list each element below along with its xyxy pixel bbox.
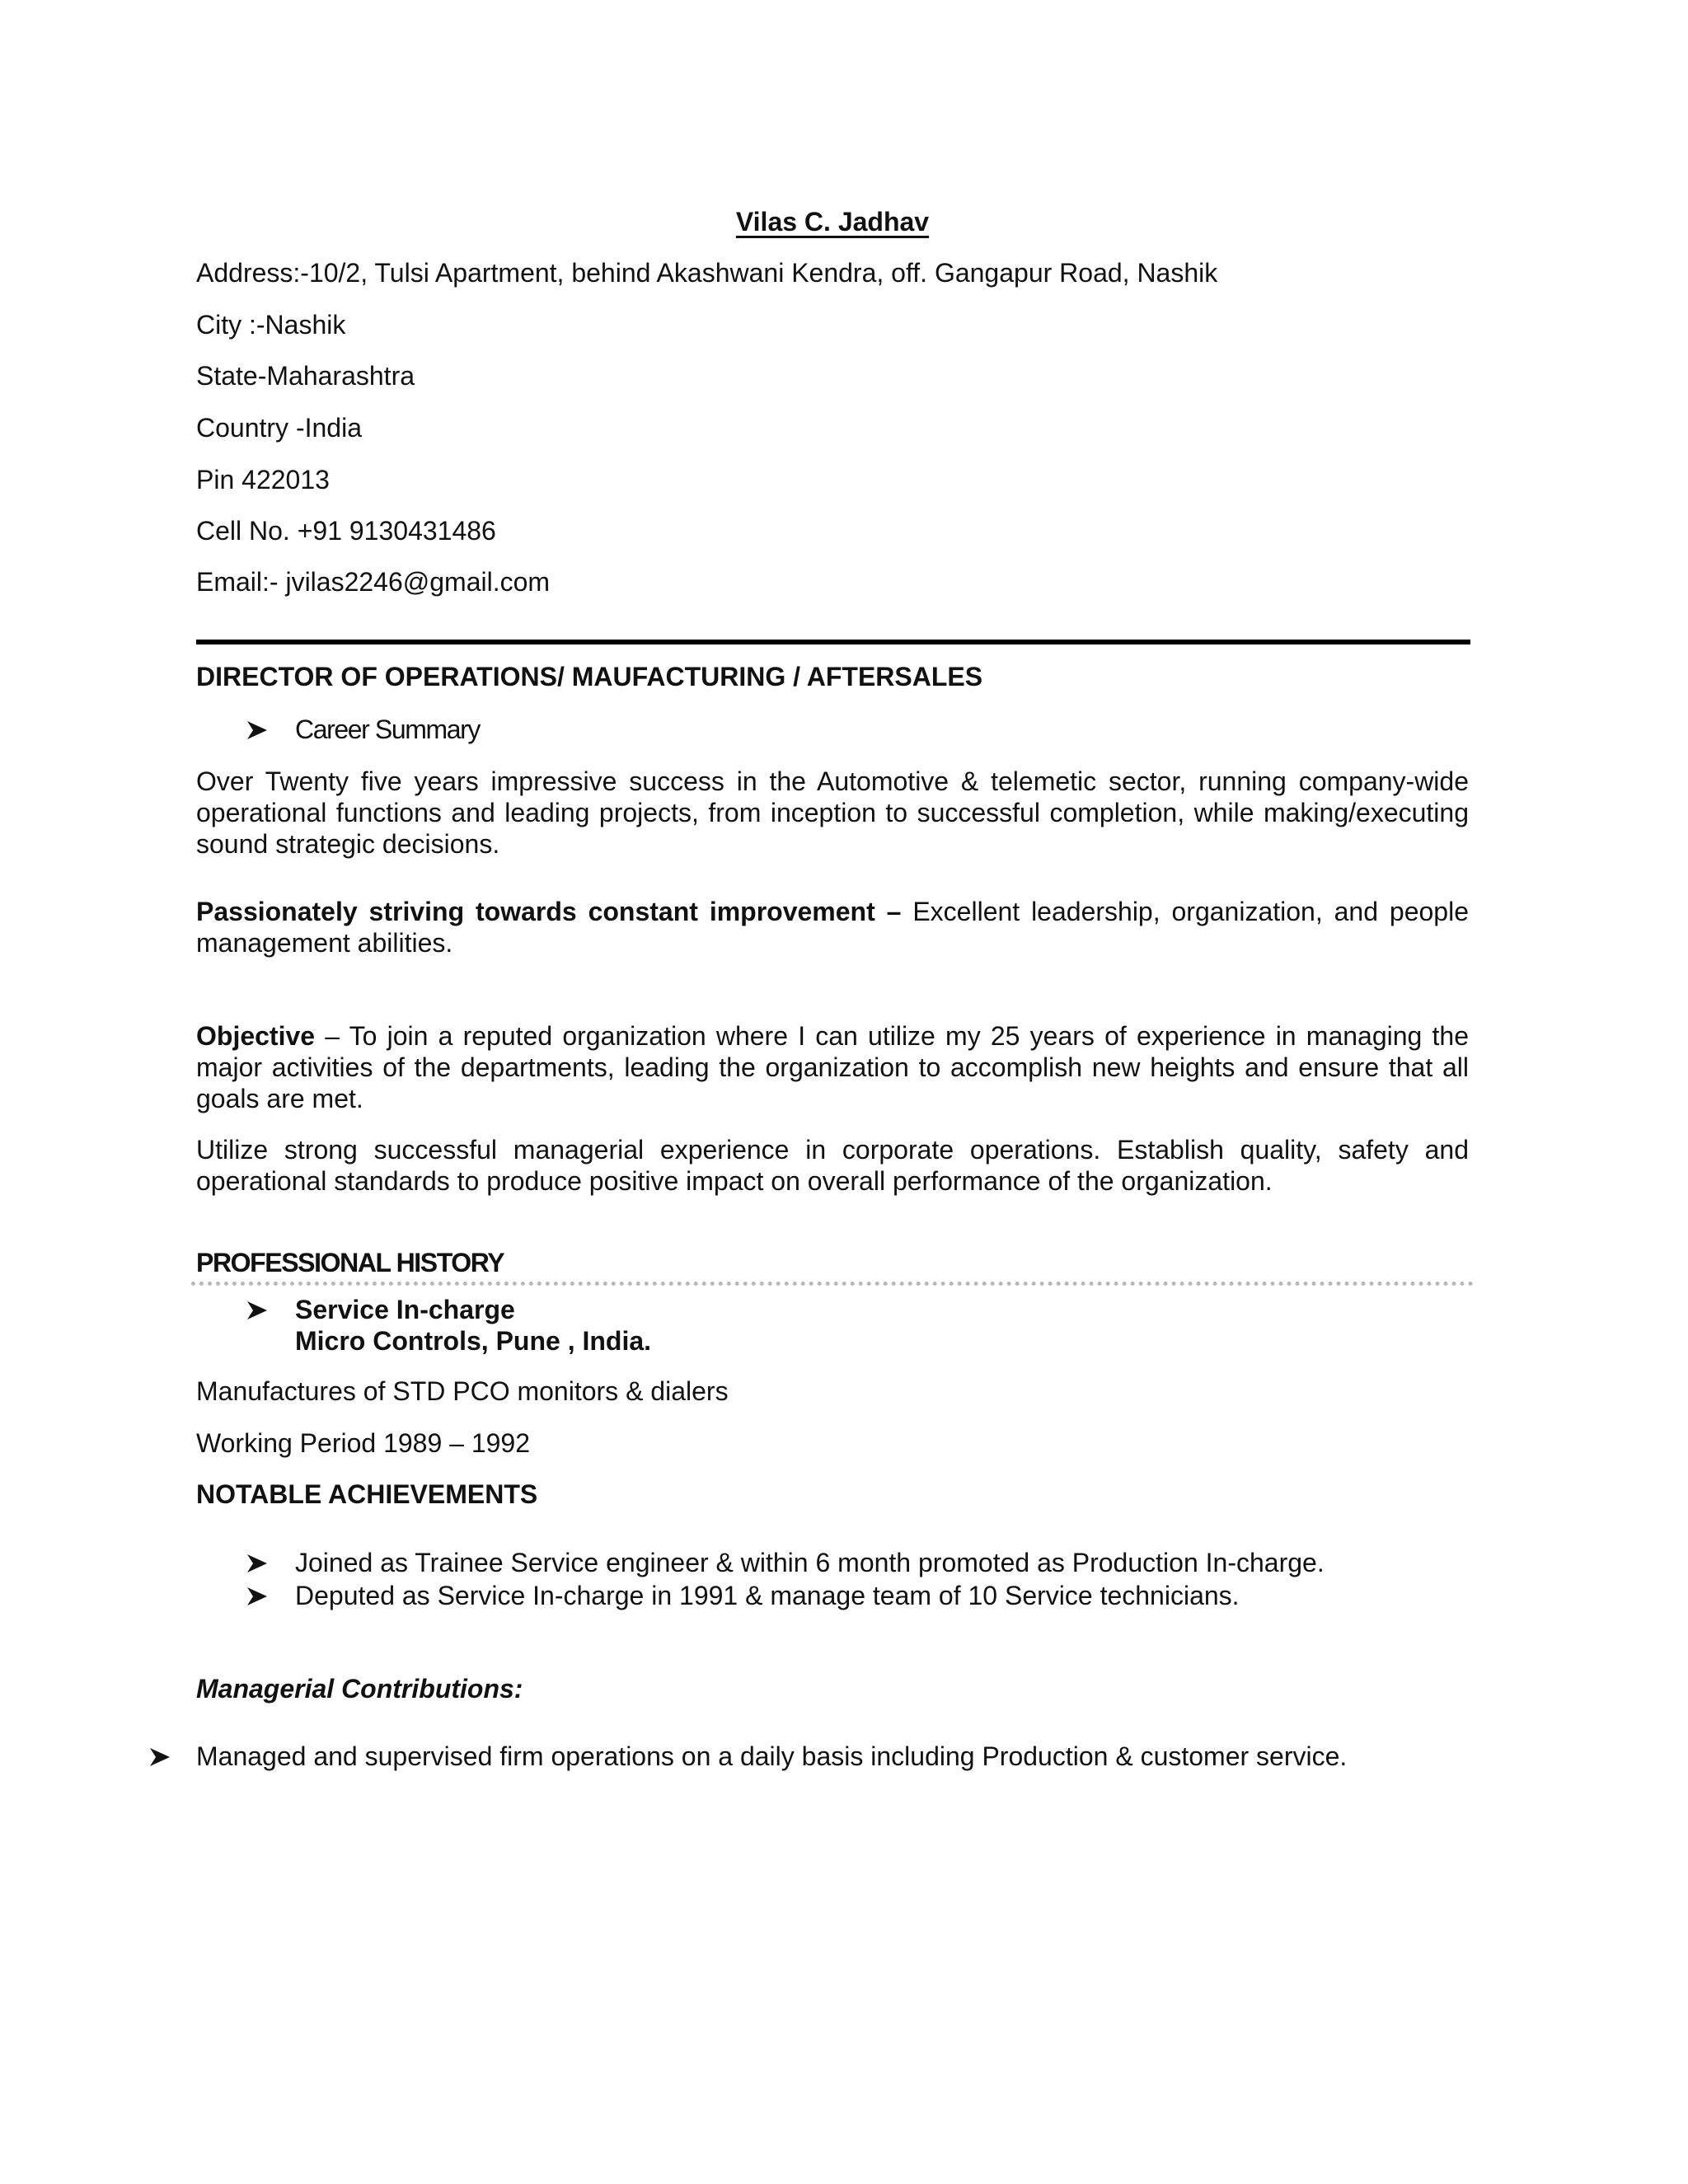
arrow-bullet-icon (246, 1585, 269, 1608)
arrow-bullet-icon (148, 1746, 171, 1769)
company-description: Manufactures of STD PCO monitors & dialers (196, 1376, 729, 1406)
contribution-text: Managed and supervised firm operations on a daily basis including Production & customer service. (196, 1741, 1348, 1771)
passion-text: Excellent leadership, organization, and people management abilities. (196, 897, 1470, 958)
pin-line: Pin 422013 (196, 465, 330, 494)
email-line: Email:- jvilas2246@gmail.com (196, 567, 551, 597)
address-line: Address:-10/2, Tulsi Apartment, behind Akashwani Kendra, off. Gangapur Road, Nashik (196, 258, 1218, 288)
city-line: City :-Nashik (196, 310, 346, 340)
company-name: Micro Controls, Pune , India. (295, 1326, 652, 1356)
achievement-text: Joined as Trainee Service engineer & within 6 month promoted as Production In-charge. (295, 1548, 1325, 1577)
utilize-paragraph: Utilize strong successful managerial experience in corporate operations. Establish quality, safety and operational standards to produce positive impact on overall performance of the organization. (196, 1135, 1469, 1196)
arrow-bullet-icon (246, 719, 269, 742)
working-period: Working Period 1989 – 1992 (196, 1428, 531, 1458)
arrow-bullet-icon (246, 1552, 269, 1575)
objective-text: – To join a reputed organization where I can utilize my 25 years of experience in managing the major activities of the departments, leading the organization to accomplish new heights and ensure that all goals are met. (196, 1021, 1469, 1113)
passion-paragraph (196, 896, 1469, 958)
role-heading: DIRECTOR OF OPERATIONS/ MAUFACTURING / AFTERSALES (196, 662, 983, 691)
contributions-heading: Managerial Contributions: (196, 1674, 523, 1704)
arrow-bullet-icon (246, 1299, 269, 1322)
job-title: Service In-charge (295, 1295, 515, 1324)
summary-paragraph: Over Twenty five years impressive success in the Automotive & telemetic sector, running company-wide operational functions and leading projects, from inception to successful completion, while making/executing sound strategic decisions. (196, 766, 1469, 859)
achievements-heading: NOTABLE ACHIEVEMENTS (196, 1479, 538, 1509)
resume-name: Vilas C. Jadhav (735, 207, 930, 237)
cell-line: Cell No. +91 9130431486 (196, 516, 496, 546)
country-line: Country -India (196, 413, 362, 443)
career-summary-label: Career Summary (295, 715, 481, 744)
passion-lead: Passionately striving towards constant improvement – (196, 897, 902, 926)
achievement-text: Deputed as Service In-charge in 1991 & manage team of 10 Service technicians. (295, 1581, 1240, 1610)
history-heading: PROFESSIONAL HISTORY (196, 1248, 504, 1277)
objective-paragraph (196, 1020, 1469, 1114)
history-divider (191, 1282, 1474, 1286)
state-line: State-Maharashtra (196, 361, 415, 391)
objective-lead: Objective (196, 1021, 316, 1051)
header-divider (196, 640, 1470, 644)
